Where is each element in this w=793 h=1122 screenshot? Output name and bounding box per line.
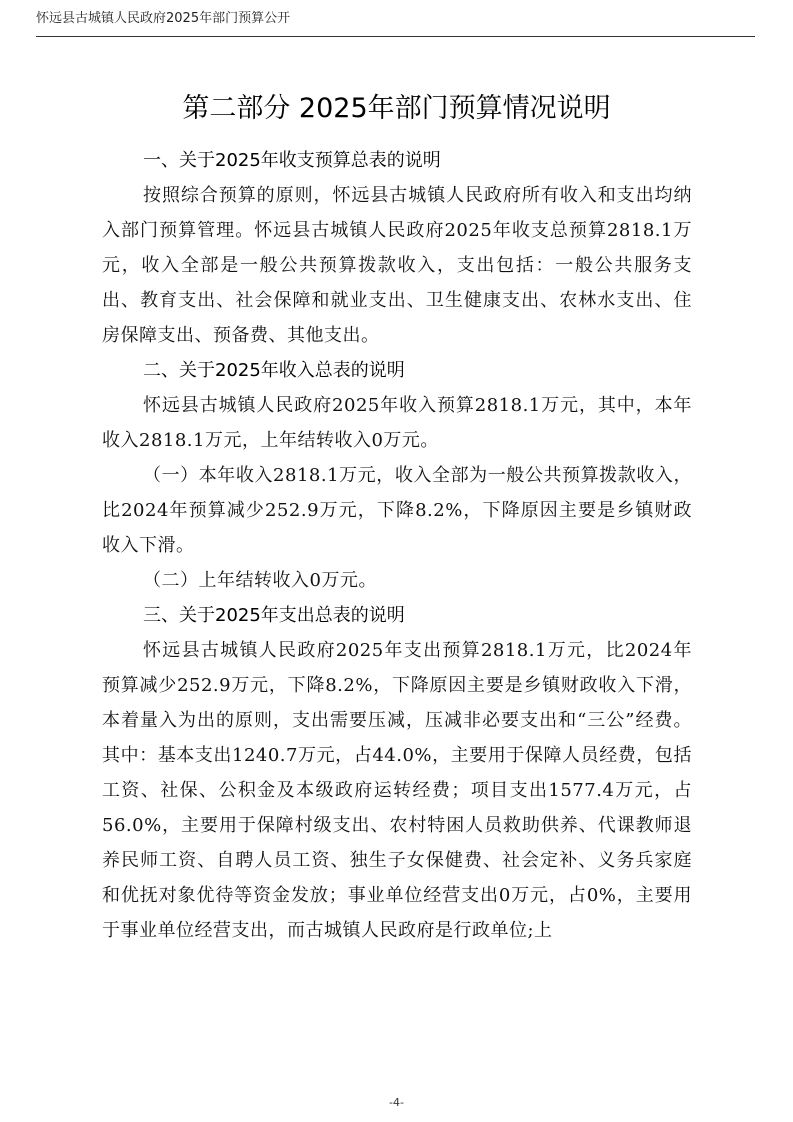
header-divider — [36, 36, 755, 37]
section-heading-2: 二、关于2025年收入总表的说明 — [143, 360, 405, 381]
document-body — [102, 143, 692, 948]
paragraph: （一）本年收入2818.1万元，收入全部为一般公共预算拨款收入，比2024年预算减少252.9万元，下降8.2%，下降原因主要是乡镇财政收入下滑。 — [102, 465, 692, 556]
paragraph: 怀远县古城镇人民政府2025年支出预算2818.1万元，比2024年预算减少252.9万元，下降8.2%，下降原因主要是乡镇财政收入下滑，本着量入为出的原则，支出需要压减，压减非必要支出和“三公”经费。其中：基本支出1240.7万元，占44.0%，主要用于保障人员经费，包括工资、社保、公积金及本级政府运转经费；项目支出1577.4万元，占56.0%，主要用于保障村级支出、农村特困人员救助供养、代课教师退养民师工资、自聘人员工资、独生子女保健费、社会定补、义务兵家庭和优抚对象优待等资金发放；事业单位经营支出0万元，占0%，主要用于事业单位经营支出，而古城镇人民政府是行政单位;上 — [102, 640, 692, 941]
document-title: 第二部分 2025年部门预算情况说明 — [182, 93, 611, 124]
paragraph: （二）上年结转收入0万元。 — [143, 570, 377, 591]
paragraph: 怀远县古城镇人民政府2025年收入预算2818.1万元，其中，本年收入2818.1万元，上年结转收入0万元。 — [102, 395, 692, 451]
paragraph: 按照综合预算的原则，怀远县古城镇人民政府所有收入和支出均纳入部门预算管理。怀远县古城镇人民政府2025年收支总预算2818.1万元，收入全部是一般公共预算拨款收入，支出包括：一般公共服务支出、教育支出、社会保障和就业支出、卫生健康支出、农林水支出、住房保障支出、预备费、其他支出。 — [102, 185, 692, 346]
page-number: -4- — [389, 1096, 404, 1109]
section-heading-3: 三、关于2025年支出总表的说明 — [143, 605, 405, 626]
page-header: 怀远县古城镇人民政府2025年部门预算公开 — [36, 11, 291, 26]
section-heading-1: 一、关于2025年收支预算总表的说明 — [143, 150, 441, 171]
